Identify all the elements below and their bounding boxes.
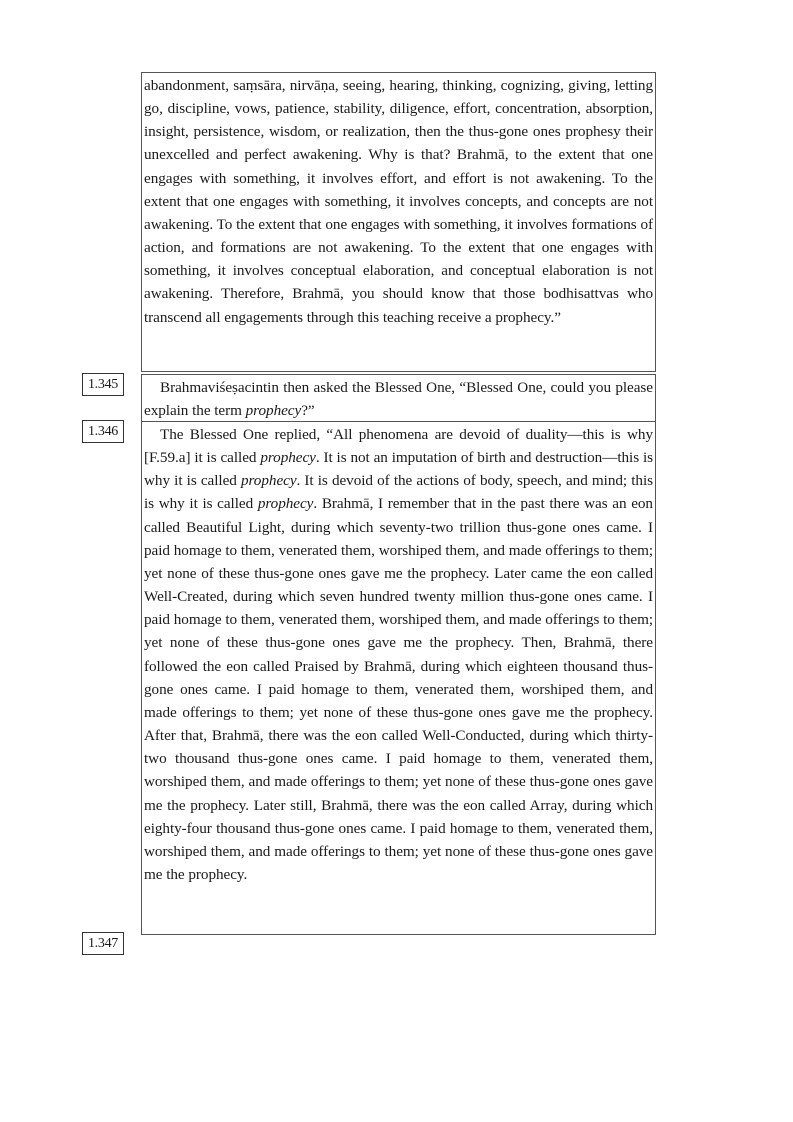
text-run: ?” xyxy=(301,402,315,420)
emphasized-term: prophecy xyxy=(257,495,314,513)
paragraph-number[interactable]: 1.346 xyxy=(82,420,124,443)
paragraph-text xyxy=(144,423,653,886)
paragraph-text xyxy=(144,376,653,422)
text-run: The Blessed One replied, “All phenomena are devoid of duality—this is why [F.59.a] it is called xyxy=(144,426,653,467)
paragraph-1-346 xyxy=(141,421,656,935)
paragraph-number[interactable]: 1.347 xyxy=(82,932,124,955)
text-run: . It is devoid of the actions of body, speech, and mind; this is why it is called xyxy=(144,472,653,513)
paragraph-number[interactable]: 1.345 xyxy=(82,373,124,396)
paragraph-continuation xyxy=(141,72,656,372)
emphasized-term: prophecy xyxy=(245,402,302,420)
emphasized-term: prophecy xyxy=(240,472,297,490)
text-run: . It is not an imputation of birth and destruction—this is why it is called xyxy=(144,449,653,490)
emphasized-term: prophecy xyxy=(260,449,316,467)
text-run: . Brahmā, I remember that in the past there was an eon called Beautiful Light, during which seventy-two trillion thus-gone ones came. I paid homage to them, venerated them, worshiped them, and made offerings to them; yet none of these thus-gone ones gave me the prophecy. Later came the eon called Well-Created, during which seven hundred twenty million thus-gone ones came. I paid homage to them, venerated them, worshiped them, and made offerings to them; yet none of these thus-gone ones gave me the prophecy. Then, Brahmā, there followed the eon called Praised by Brahmā, during which eighteen thousand thus-gone ones came. I paid homage to them, venerated them, worshiped them, and made offerings to them; yet none of these thus-gone ones gave me the prophecy. After that, Brahmā, there was the eon called Well-Conducted, during which thirty-two thousand thus-gone ones came. I paid homage to them, venerated them, worshiped them, and made offerings to them; yet none of these thus-gone ones gave me the prophecy. Later still, Brahmā, there was the eon called Array, during which eighty-four thousand thus-gone ones came. I paid homage to them, venerated them, worshiped them, and made offerings to them; yet none of these thus-gone ones gave me the prophecy. xyxy=(144,495,653,883)
paragraph-1-345 xyxy=(141,374,656,422)
paragraph-text: abandonment, saṃsāra, nirvāṇa, seeing, hearing, thinking, cognizing, giving, letting go, discipline, vows, patience, stability, diligence, effort, concentration, absorption, insight, persistence, wisdom, or realization, then the thus-gone ones prophesy their unexcelled and perfect awakening. Why is that? Brahmā, to the extent that one engages with something, it involves effort, and effort is not awakening. To the extent that one engages with something, it involves concepts, and concepts are not awakening. To the extent that one engages with something, it involves formations of action, and formations are not awakening. To the extent that one engages with something, it involves conceptual elaboration, and conceptual elaboration is not awakening. Therefore, Brahmā, you should know that those bodhisattvas who transcend all engagements through this teaching receive a prophecy.” xyxy=(144,77,653,326)
text-run: Brahmaviśeṣacintin then asked the Blessed One, “Blessed One, could you please explain the term xyxy=(144,379,653,420)
